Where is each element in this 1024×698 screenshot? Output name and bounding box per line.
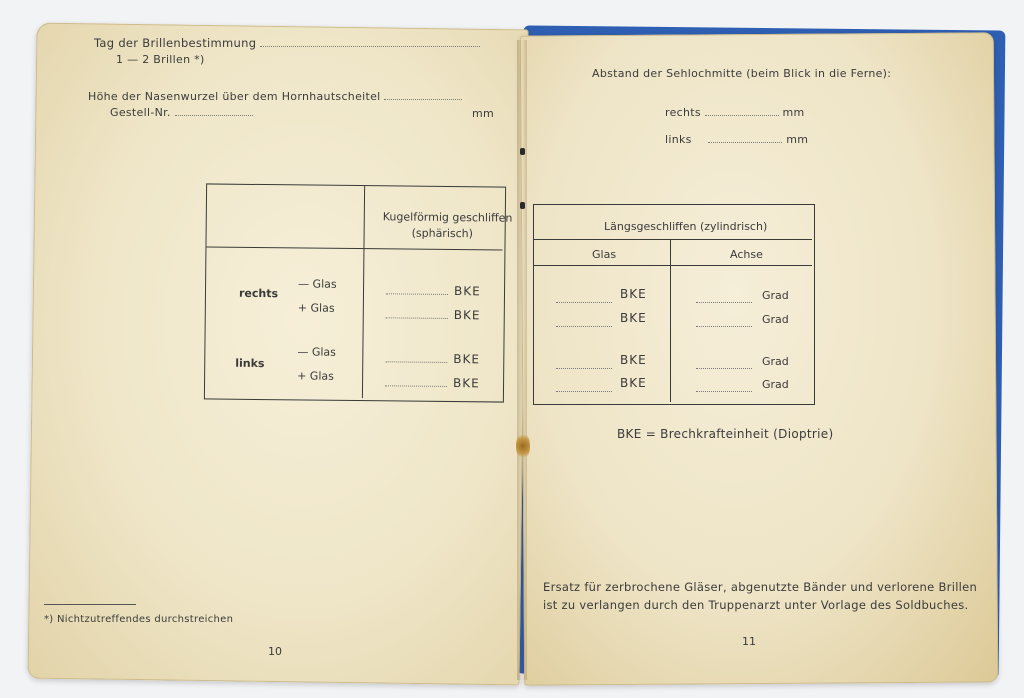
page-number-right: 11 (742, 635, 756, 648)
axis-column-header: Achse (730, 248, 763, 261)
cyl-row4-bke: BKE (620, 376, 647, 390)
glass-column-header: Glas (592, 248, 617, 261)
right-plus-bke: BKE (453, 308, 481, 323)
left-plus-glass: + Glas (297, 369, 334, 383)
right-plus-glass: + Glas (297, 301, 335, 315)
cyl-row1-grad: Grad (762, 289, 789, 302)
left-plus-bke: BKE (452, 376, 480, 391)
glasses-count-label: 1 — 2 Brillen *) (116, 53, 205, 66)
cyl-row1-bke: BKE (620, 287, 647, 301)
nose-bridge-height-label: Höhe der Nasenwurzel über dem Hornhautscheitel (88, 90, 462, 103)
cyl-row3-grad: Grad (762, 355, 789, 368)
replacement-note-line2: ist zu verlangen durch den Truppenarzt unter Vorlage des Soldbuches. (543, 598, 969, 612)
cyl-row2-grad: Grad (762, 313, 789, 326)
page-number-left: 10 (268, 645, 282, 658)
pupil-right-row: rechts mm (665, 106, 805, 119)
cylindrical-lens-table (533, 204, 815, 405)
left-minus-glass: — Glas (297, 345, 337, 359)
replacement-note-line1: Ersatz für zerbrochene Gläser, abgenutzte Bänder und verlorene Brillen (543, 580, 978, 594)
pupil-distance-label: Abstand der Sehlochmitte (beim Blick in die Ferne): (592, 67, 892, 80)
footnote: *) Nichtzutreffendes durchstreichen (44, 614, 234, 625)
eye-exam-date-label: Tag der Brillenbestimmung (94, 36, 480, 50)
staple-bottom (520, 202, 525, 209)
spine-fold (517, 40, 527, 680)
footnote-divider (44, 604, 136, 605)
cyl-row2-bke: BKE (620, 311, 647, 325)
right-minus-bke: BKE (453, 284, 481, 299)
cylindrical-header: Längsgeschliffen (zylindrisch) (604, 220, 768, 233)
cyl-row4-grad: Grad (762, 378, 789, 391)
staple-top (520, 148, 525, 155)
right-eye-label: rechts (238, 286, 279, 301)
spherical-header-line2: (sphärisch) (411, 226, 474, 241)
rust-stain (516, 432, 530, 460)
spherical-lens-table (204, 183, 513, 402)
cyl-row3-bke: BKE (620, 353, 647, 367)
height-unit: mm (472, 107, 495, 120)
pupil-left-row: links mm (665, 133, 809, 146)
spherical-header-line1: Kugelförmig geschliffen (382, 210, 513, 225)
left-eye-label: links (235, 356, 265, 371)
right-minus-glass: — Glas (298, 277, 337, 291)
left-minus-bke: BKE (453, 352, 481, 367)
bke-legend: BKE = Brechkrafteinheit (Dioptrie) (617, 427, 834, 441)
frame-number-label: Gestell-Nr. (110, 106, 253, 119)
